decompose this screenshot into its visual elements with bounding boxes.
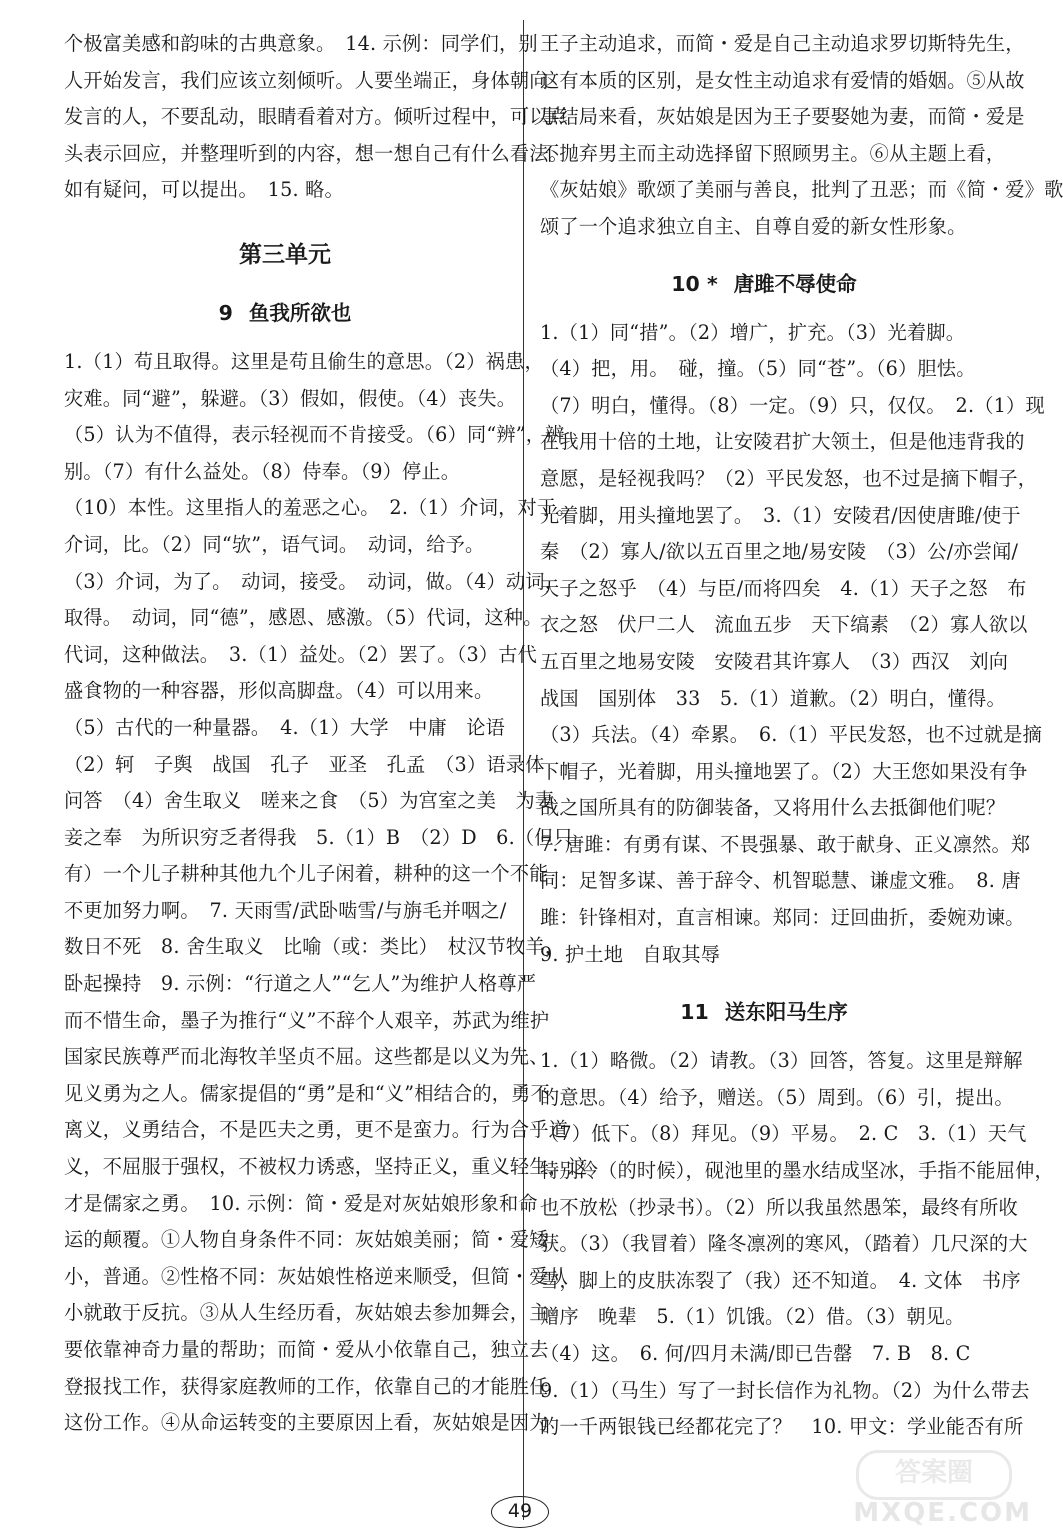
right-intro-text [540, 26, 1063, 246]
text-line: 不更加努力啊。 7. 天雨雪/武卧啮雪/与旃毛并咽之/ [64, 898, 507, 922]
text-line: 盛食物的一种容器，形似高脚盘。（4）可以用来。 [64, 679, 494, 703]
text-line: 1.（1）同“措”。（2）增广，扩充。（3）光着脚。 [540, 320, 966, 344]
text-line: （7）明白，懂得。（8）一定。（9）只，仅仅。 2.（1）现 [540, 393, 1045, 417]
text-line: 光着脚，用头撞地罢了。 3.（1）安陵君/因使唐雎/使于 [540, 503, 1021, 527]
text-line: 数日不死 8. 舍生取义 比喻（或：类比） 杖汉节牧羊， [64, 935, 565, 959]
section-11-heading [540, 981, 988, 1043]
text-line: 战之国所具有的防御装备，又将用什么去抵御他们呢？ [540, 796, 1006, 820]
text-line: 赠序 晚辈 5.（1）饥饿。（2）借。（3）朝见。 [540, 1305, 965, 1329]
text-line: 1.（1）苟且取得。这里是苟且偷生的意思。（2）祸患， [64, 349, 544, 373]
text-line: 要依靠神奇力量的帮助；而简・爱从小依靠自己，独立去 [64, 1338, 549, 1361]
section-number: 11 [680, 1000, 709, 1025]
page-number: 49 [491, 1496, 549, 1528]
text-line: 个极富美感和韵味的古典意象。 14. 示例：同学们，别 [64, 32, 538, 55]
text-line: 问答 （4）舍生取义 嗟来之食 （5）为宫室之美 为妻 [64, 789, 555, 813]
section-11-answers [540, 1043, 1054, 1446]
text-line: 灾难。同“避”，躲避。（3）假如，假使。（4）丧失。 [64, 386, 517, 410]
text-line: 战国 国别体 33 5.（1）道歉。（2）明白，懂得。 [540, 686, 1006, 710]
text-line: 五百里之地易安陵 安陵君其许寡人 （3）西汉 刘向 [540, 649, 1009, 673]
text-line: 代词，这种做法。 3.（1）益处。（2）罢了。（3）古代 [64, 642, 538, 666]
text-line: 小，普通。②性格不同：灰姑娘性格逆来顺受，但简・爱从 [64, 1264, 569, 1288]
text-line: 这有本质的区别，是女性主动追求有爱情的婚姻。⑤从故 [540, 68, 1025, 92]
text-line: 义，不屈服于强权，不被权力诱惑，坚持正义，重义轻生，这 [64, 1155, 588, 1179]
section-title: 唐雎不辱使命 [733, 271, 857, 296]
text-line: 同：足智多谋、善于辞令、机智聪慧、谦虚文雅。 8. 唐 [540, 869, 1021, 893]
text-line: 1.（1）略微。（2）请教。（3）回答，答复。这里是辩解 [540, 1049, 1023, 1073]
text-line: 发言的人，不要乱动，眼睛看着对方。倾听过程中，可以点 [64, 105, 569, 129]
section-10-heading [540, 253, 988, 315]
text-line: 不抛弃男主而主动选择留下照顾男主。⑥从主题上看， [540, 141, 1006, 165]
unit-title: 第三单元 [239, 241, 331, 268]
text-line: 《灰姑娘》歌颂了美丽与善良，批判了丑恶；而《简・爱》歌 [540, 178, 1063, 202]
text-line: （3）兵法。（4）牵累。 6.（1）平民发怒，也不过就是摘 [540, 723, 1043, 747]
text-line: 也不放松（抄录书）。（2）所以我虽然愚笨，最终有所收 [540, 1195, 1018, 1219]
text-line: （7）低下。（8）拜见。（9）平易。 2. C 3.（1）天气 [540, 1122, 1027, 1146]
watermark-logo [822, 1450, 1032, 1530]
text-line: 才是儒家之勇。 10. 示例：简・爱是对灰姑娘形象和命 [64, 1191, 538, 1215]
text-line: 妾之奉 为所识穷乏者得我 5.（1）B （2）D 6.（但只 [64, 825, 574, 849]
text-line: 如有疑问，可以提出。 15. 略。 [64, 178, 344, 202]
text-line: 意愿，是轻视我吗？（2）平民发怒，也不过是摘下帽子， [540, 466, 1038, 490]
text-line: 雪，脚上的皮肤冻裂了（我）还不知道。 4. 文体 书序 [540, 1268, 1021, 1292]
section-number: 10 * [671, 271, 718, 296]
text-line: 7. 唐雎：有勇有谋、不畏强暴、敢于献身、正义凛然。郑 [540, 832, 1031, 856]
text-line: 取得。 动词，同“德”，感恩、感激。（5）代词，这种。 [64, 606, 543, 630]
text-line: （5）古代的一种量器。 4.（1）大学 中庸 论语 [64, 715, 506, 739]
text-line: （10）本性。这里指人的羞恶之心。 2.（1）介词，对于。 [64, 496, 576, 520]
text-line: 雎：针锋相对，直言相谏。郑同：迂回曲折，委婉劝谏。 [540, 906, 1025, 930]
text-line: （4）这。 6. 何/四月未满/即已告罄 7. B 8. C [540, 1342, 971, 1365]
text-line: 运的颠覆。①人物自身条件不同：灰姑娘美丽；简・爱矮 [64, 1228, 549, 1252]
text-line: 国家民族尊严而北海牧羊坚贞不屈。这些都是以义为先、 [64, 1045, 549, 1069]
watermark-badge: 答案圈 [856, 1450, 1012, 1500]
text-line: 有）一个儿子耕种其他九个儿子闲着，耕种的这一个不能 [64, 862, 549, 886]
text-line: 事结局来看，灰姑娘是因为王子要娶她为妻，而简・爱是 [540, 105, 1025, 129]
left-intro-text [64, 26, 569, 209]
text-line: （4）把，用。 碰，撞。（5）同“苍”。（6）胆怯。 [540, 357, 976, 381]
text-line: 9.（1）（马生）写了一封长信作为礼物。（2）为什么带去 [540, 1378, 1030, 1402]
section-9-answers [64, 344, 588, 1442]
text-line: 见义勇为之人。儒家提倡的“勇”是和“义”相结合的，勇不 [64, 1081, 550, 1105]
text-line: 秦 （2）寡人/欲以五百里之地/易安陵 （3）公/亦尝闻/ [540, 540, 1019, 564]
text-line: 离义，义勇结合，不是匹夫之勇，更不是蛮力。行为合乎道 [64, 1118, 569, 1142]
text-line: 王子主动追求，而简・爱是自己主动追求罗切斯特先生， [540, 32, 1025, 55]
section-10-answers [540, 315, 1045, 974]
text-line: （5）认为不值得，表示轻视而不肯接受。（6）同“辨”，辨 [64, 423, 565, 447]
text-line: 的一千两银钱已经都花完了？ 10. 甲文：学业能否有所 [540, 1415, 1024, 1439]
section-title: 送东阳马生序 [724, 1000, 848, 1025]
section-number: 9 [218, 300, 233, 325]
text-line: 登报找工作，获得家庭教师的工作，依靠自己的才能胜任 [64, 1374, 549, 1398]
text-line: 人开始发言，我们应该立刻倾听。人要坐端正，身体朝向 [64, 68, 549, 92]
section-9-heading [64, 282, 506, 344]
text-line: 获。（3）（我冒着）隆冬凛冽的寒风，（踏着）几尺深的大 [540, 1232, 1028, 1256]
text-line: 这份工作。④从命运转变的主要原因上看，灰姑娘是因为 [64, 1411, 549, 1435]
text-line: 下帽子，光着脚，用头撞地罢了。（2）大王您如果没有争 [540, 759, 1028, 783]
text-line: （2）轲 子舆 战国 孔子 亚圣 孔孟 （3）语录体 [64, 752, 545, 776]
right-column [540, 26, 1063, 1446]
text-line: 介词，比。（2）同“欤”，语气词。 动词，给予。 [64, 532, 485, 556]
text-line: 的意思。（4）给予，赠送。（5）周到。（6）引，提出。 [540, 1085, 1014, 1109]
watermark-url: MXQE.COM [853, 1498, 1032, 1528]
text-line: 9. 护土地 自取其辱 [540, 942, 721, 966]
text-line: 衣之怒 伏尸二人 流血五步 天下缟素 （2）寡人欲以 [540, 613, 1028, 637]
text-line: 在我用十倍的土地，让安陵君扩大领土，但是他违背我的 [540, 430, 1025, 454]
text-line: 小就敢于反抗。③从人生经历看，灰姑娘去参加舞会，主 [64, 1301, 549, 1325]
text-line: 颂了一个追求独立自主、自尊自爱的新女性形象。 [540, 214, 967, 238]
text-line: 卧起操持 9. 示例：“行道之人”“乞人”为维护人格尊严 [64, 972, 537, 996]
left-column [64, 26, 588, 1442]
text-line: 天子之怒乎 （4）与臣/而将四矣 4.（1）天子之怒 布 [540, 576, 1027, 600]
text-line: （3）介词，为了。 动词，接受。 动词，做。（4）动词， [64, 569, 565, 593]
text-line: 别。（7）有什么益处。（8）侍奉。（9）停止。 [64, 459, 461, 483]
text-line: 头表示回应，并整理听到的内容，想一想自己有什么看法。 [64, 141, 569, 165]
section-title: 鱼我所欲也 [248, 300, 352, 325]
text-line: 特别冷（的时候），砚池里的墨水结成坚冰，手指不能屈伸， [540, 1159, 1054, 1183]
text-line: 而不惜生命，墨子为推行“义”不辞个人艰辛，苏武为维护 [64, 1008, 550, 1032]
